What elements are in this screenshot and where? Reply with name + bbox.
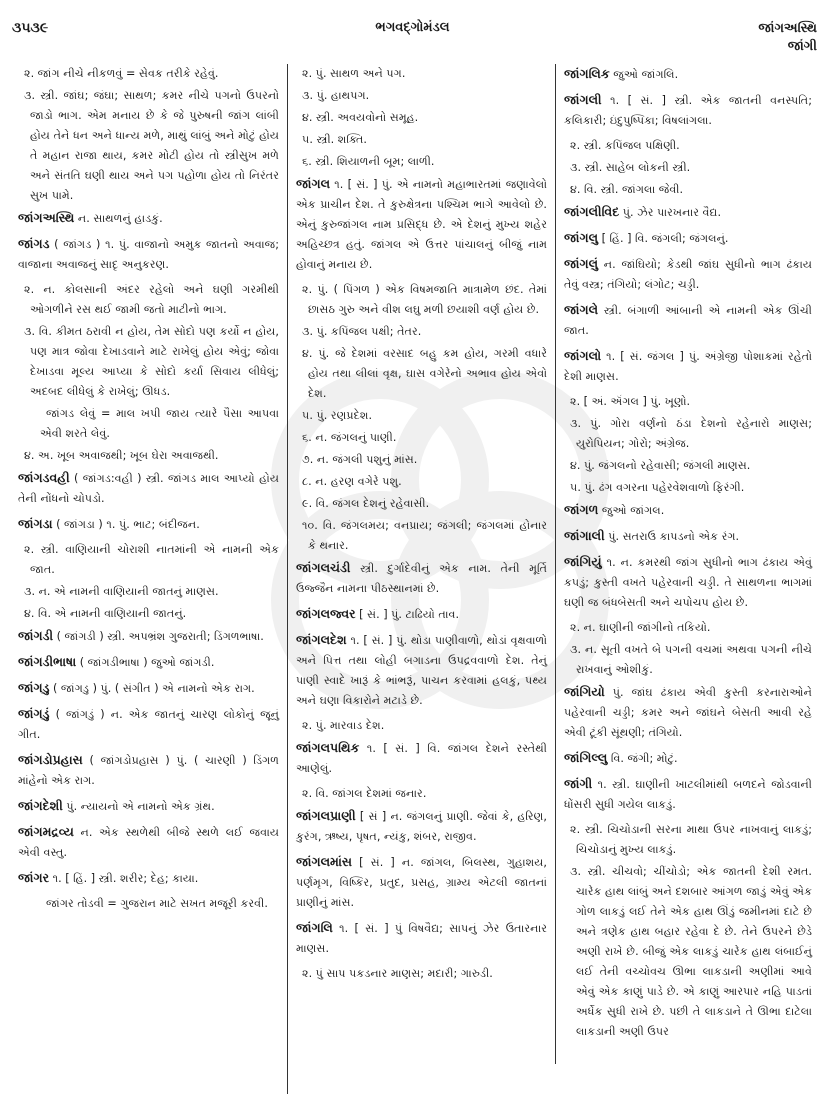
dictionary-entry — [564, 228, 812, 249]
headword: જાંગલદેશ — [296, 632, 347, 647]
definition: ૧. [ સં. ] વિ. જાંગલ દેશને રસ્તેથી આણેલું. — [296, 742, 547, 775]
numbered-sense: ૬. સ્ત્રી. શિયાળની બૂમ; લાળી. — [302, 155, 435, 168]
dictionary-entry — [296, 738, 547, 779]
numbered-sense: ૪. વિ. એ નામની વાણિયાની જાતનું. — [24, 607, 187, 620]
dictionary-entry — [18, 652, 279, 673]
definition: ૧. [ સં. જંગલ ] પું. અંગ્રેજી પોશાકમાં રહેતો દેશી માણસ. — [564, 350, 812, 383]
definition: પું. સતરાઉ કાપડનો એક રંગ. — [604, 530, 740, 543]
definition: ૧. [ સં. ] પું. એ નામનો મહાભારતમાં જણાવેલો એક પ્રાચીન દેશ. તે કુરુક્ષેત્રના પશ્ચિમ ભાગે આવેલો છે. એનું કુરુજાંગલ નામ પ્રસિદ્ધ છે. એ દેશનું મુખ્ય શહેર અહિચ્છત્ર હતું. જાંગલ એ ઉત્તર પાંચાલનું બીજું નામ હોવાનું મનાય છે. — [296, 178, 547, 271]
dictionary-entry — [18, 796, 279, 817]
dictionary-entry — [296, 852, 547, 913]
definition: સ્ત્રી. દુર્ગાદેવીનું એક નામ. તેની મૂર્તિ ઉજ્જૈન નામના પીઠસ્થાનમાં છે. — [296, 562, 547, 595]
definition: પું. ઝેર પારખનાર વૈદ્ય. — [619, 206, 722, 219]
numbered-sense: ૨. વિ. જાંગલ દેશમાં જનાર. — [302, 787, 427, 800]
dictionary-entry — [564, 254, 812, 295]
headword: જાંગડું — [18, 706, 50, 721]
definition: ૧. ન. કમરથી જાંગ સુધીનો ભાગ ઢંકાય એવું કપડું; કુસ્તી વખતે પહેરવાની ચડ્ડી. તે સાથળના ભાગમાં ઘણી જ બંધબેસતી અને ચપોચપ હોય છે. — [564, 556, 812, 609]
dictionary-entry — [18, 208, 279, 229]
definition: [ સં. ] પું. ટાઢિયો તાવ. — [355, 608, 460, 621]
dictionary-entry — [18, 822, 279, 863]
definition: સ્ત્રી. બંગાળી આંબાની એ નામની એક ઊંચી જાત. — [564, 304, 812, 337]
numbered-sense: ૫. સ્ત્રી. શક્તિ. — [302, 133, 367, 146]
definition: ( જાંગડ:વહી ) સ્ત્રી. જાંગડ માલ આપ્યો હોય તેની નોંધનો ચોપડો. — [18, 472, 279, 505]
headword: જાંગલું — [564, 256, 599, 271]
numbered-sense: ૩. વિ. કીમત ઠરાવી ન હોય, તેમ સોદો પણ કર્યો ન હોય, પણ માત્ર જોવા દેખાડવાને માટે રાખેલું હોય એવું; જોવા દેખાડવા મૂલ્ય આપ્યા કે સોદો કર્યા સિવાય લીધેલું; અદબદ લીધેલું કે રાખેલું; ઊધડ. — [24, 325, 279, 398]
headword: જાંગડવહી — [18, 470, 70, 485]
dictionary-entry — [564, 346, 812, 387]
dictionary-entry — [296, 918, 547, 959]
dictionary-entry — [564, 64, 812, 85]
dictionary-entry — [296, 604, 547, 625]
definition: ન. એક સ્થળેથી બીજે સ્થળે લઈ જવાય એવી વસ્તુ. — [18, 826, 279, 859]
definition: ૧. [ સં. ] પું વિષવૈદ્ય; સાપનું ઝેર ઉતારનાર માણસ. — [296, 922, 547, 955]
numbered-sense: ૭. ન. જંગલી પશુનું માંસ. — [302, 453, 418, 466]
numbered-sense: ૨. પું. ( પિંગળ ) એક વિષમજાતિ માત્રામેળ છંદ. તેમાં છાસઠ ગુરુ અને વીશ લઘુ મળી છયાશી વર્ણ હોય છે. — [302, 283, 547, 316]
headword: જાંગાલી — [564, 528, 605, 543]
numbered-sense: ૩. સ્ત્રી. સાહેબ લોકની સ્ત્રી. — [570, 161, 691, 174]
numbered-sense: ૧૦. વિ. જંગલમય; વનપ્રાય; જંગલી; જંગલમાં હોનાર કે થનાર. — [302, 519, 547, 552]
headword: જાંગલજ્વર — [296, 606, 356, 621]
headword: જાંગડી — [18, 628, 54, 643]
definition: ( જાંગડ ) ૧. પું. વાજાનો અમુક જાતનો અવાજ; વાજાના અવાજનું સાદૃ અનુકરણ. — [18, 238, 279, 271]
numbered-sense: ૪. પું. જે દેશમાં વરસાદ બહુ કમ હોય, ગરમી વધારે હોય તથા લીલાં વૃક્ષ, ઘાસ વગેરેનો અભાવ હોય એવો દેશ. — [302, 347, 547, 400]
numbered-sense: ૫. પું. રણપ્રદેશ. — [302, 409, 373, 422]
numbered-sense: ૩. પું. કપિંજલ પક્ષી; તેતર. — [302, 325, 422, 338]
dictionary-entry — [18, 514, 279, 535]
definition: ૧. [ સં. ] પું. થોડા પાણીવાળો, થોડાં વૃક્ષવાળો અને પિત્ત તથા લોહી બગાડના ઉપદ્રવવાળો દેશ. તેનું પાણી સ્વાદે ખારૂં કે ભાંભરૂં, પાચન કરવામાં હલકું, પથ્ય અને ઘણા વિકારોને મટાડે છે. — [296, 634, 547, 707]
numbered-sense: ૯. વિ. જંગલ દેશનું રહેવાસી. — [302, 497, 430, 510]
numbered-sense: ૪. વિ. સ્ત્રી. જાંગલા જેવી. — [570, 183, 684, 196]
dictionary-columns — [8, 64, 820, 1104]
headword: જાંગલીવિદ — [564, 204, 620, 219]
dictionary-entry — [18, 750, 279, 791]
dictionary-entry — [564, 202, 812, 223]
guide-word-last: જાંગી — [787, 39, 817, 54]
dictionary-entry — [564, 552, 812, 613]
dictionary-entry — [296, 630, 547, 711]
numbered-sense: ૪. અ. ખૂબ અવાજથી; ખૂબ ઘેરા અવાજથી. — [24, 449, 219, 462]
numbered-sense: ૪. પું. જંગલનો રહેવાસી; જંગલી માણસ. — [570, 459, 751, 472]
guide-words — [758, 20, 817, 56]
headword: જાંગઅસ્થિ — [18, 210, 75, 225]
dictionary-entry — [296, 558, 547, 599]
headword: જાંગડુ — [18, 680, 50, 695]
definition: ( જાંગડીભાષા ) જુઓ જાંગડી. — [76, 656, 215, 669]
dictionary-entry — [564, 748, 812, 769]
definition: પું. જાંઘ ઢંકાય એવી કુસ્તી કરનારાઓને પહેરવાની ચડ્ડી; કમર અને જાંઘને બેસતી આવી રહે એવી ટૂંકી સૂંથણી; તંગિયો. — [564, 686, 812, 739]
definition: ન. સાથળનું હાડકું. — [74, 212, 163, 225]
dictionary-entry — [296, 806, 547, 847]
headword: જાંગર — [18, 870, 50, 885]
headword: જાંગડા — [18, 516, 53, 531]
numbered-sense: ૨. સ્ત્રી. ચિચોડાની સરના માથા ઉપર નાખવાનું લાકડું; ચિચોડાનું મુખ્ય લાકડું. — [570, 823, 812, 856]
headword: જાંગિયું — [564, 554, 602, 569]
numbered-sense: ૨. ન. ઘાણીની જાંગીનો તકિયો. — [570, 621, 711, 634]
numbered-sense: ૨. પું. મારવાડ દેશ. — [302, 719, 385, 732]
headword: જાંગળ — [564, 502, 599, 517]
dictionary-entry — [564, 300, 812, 341]
definition: ( જાંગડુ ) પું. ( સંગીત ) એ નામનો એક રાગ. — [49, 682, 255, 695]
numbered-sense: ૩. ન. એ નામની વાણિયાની જાતનું માણસ. — [24, 585, 219, 598]
headword: જાંગલ — [296, 176, 331, 191]
headword: જાંગલિક — [564, 66, 610, 81]
definition: ૧. [ સં. ] સ્ત્રી. એક જાતની વનસ્પતિ; કલિકારી; ઇંદુપુષ્પિકા; વિષલાંગલા. — [564, 94, 812, 127]
page-header — [0, 0, 825, 62]
page-number: ૩૫૩૯ — [12, 20, 49, 36]
numbered-sense: ૨. ન. કોલસાની અંદર રહેલો અને ઘણી ગરમીથી ઓગળીને રસ થઈ જામી જતો માટીનો ભાગ. — [24, 283, 279, 316]
definition: ન. જાંઘિયો; કેડથી જાંઘ સુધીનો ભાગ ઢંકાય તેવું વસ્ત્ર; તંગિયો; લંગોટ; ચડ્ડી. — [564, 258, 812, 291]
headword: જાંગલિ — [296, 920, 333, 935]
headword: જાંગિલ્લુ — [564, 750, 608, 765]
numbered-sense: ૨. સ્ત્રી. વાણિયાની ચોરાશી નાતમાંની એ નામની એક જાત. — [24, 543, 279, 576]
dictionary-entry — [18, 868, 279, 889]
dictionary-entry — [564, 90, 812, 131]
headword: જાંગલમાંસ — [296, 854, 353, 869]
headword: જાંગલચંડી — [296, 560, 351, 575]
headword: જાંગી — [564, 776, 593, 791]
numbered-sense: ૨. જાંગ નીચે નીકળવું = સેવક તરીકે રહેવું. — [24, 67, 219, 80]
definition: ( જાંગડી ) સ્ત્રી. અપભ્રંશ ગુજરાતી; ડિંગળભાષા. — [53, 630, 264, 643]
numbered-sense: ૬. ન. જંગલનું પાણી. — [302, 431, 397, 444]
headword: જાંગદેશી — [18, 798, 63, 813]
dictionary-entry — [564, 774, 812, 815]
numbered-sense: ૩. સ્ત્રી. ચીચવો; ચીંચોડો; એક જાતની દેશી રમત. ચારેક હાથ લાંબું અને દશબાર આંગળ જાડું એવું એક ગોળ લાકડું લઈ તેને એક હાથ ઊંડું જમીનમાં દાટે છે અને ત્રણેક હાથ બહાર રહેવા દે છે. તેને ઉપરને છેડે અણી રાખે છે. બીજું એક લાકડું ચારેક હાથ લંબાઈનું લઈ તેની વચ્ચોવચ ઊભા લાકડાની અણીમાં આવે એવું એક કાણું પાડે છે. એ કાણું આરપાર નહિ પાડતાં અર્ધેક સુધી રાખે છે. પછી તે લાકડાને તે ઊભા દાટેલા લાકડાની અણી ઉપર — [570, 865, 812, 1038]
numbered-sense: ૩. પું. હાથપગ. — [302, 89, 370, 102]
column-1 — [8, 64, 288, 1094]
idiom-usage: જાંગર તોડવી = ગુજરાન માટે સખત મજૂરી કરવી. — [46, 897, 268, 910]
numbered-sense: ૨. પું સાપ પકડનાર માણસ; મદારી; ગારુડી. — [302, 967, 493, 980]
dictionary-entry — [18, 704, 279, 745]
numbered-sense: ૨. [ અં. ઍંગલ ] પું. ખૂણો. — [570, 395, 691, 408]
headword: જાંગડીભાષા — [18, 654, 77, 669]
definition: [ સં. ] ન. જાંગલ, બિલસ્થ, ગુહાશય, પર્ણમૃગ, વિષ્કિર, પ્રતુદ, પ્રસહ, ગ્રામ્ય એટલી જાતનાં પ્રાણીનું માંસ. — [296, 856, 547, 909]
dictionary-entry — [564, 500, 812, 521]
book-title: ભગવદ્ગોમંડલ — [375, 20, 450, 35]
dictionary-entry — [296, 174, 547, 275]
definition: પું. ન્યાયનો એ નામનો એક ગ્રંથ. — [62, 800, 215, 813]
definition: ૧. સ્ત્રી. ઘાણીની ખાટલીમાંથી બળદને જોડવાની ધોંસરી સુધી ગયેલ લાકડું. — [564, 778, 812, 811]
column-3 — [556, 64, 820, 1104]
numbered-sense: ૫. પું. ઢંગ વગરના પહેરવેશવાળો ફિરંગી. — [570, 481, 745, 494]
headword: જાંગલપથિક — [296, 740, 360, 755]
numbered-sense: ૨. સ્ત્રી. કપિંજલ પક્ષિણી. — [570, 139, 680, 152]
definition: જુઓ જાંગલ. — [598, 504, 665, 517]
numbered-sense: ૨. પું. સાથળ અને પગ. — [302, 67, 406, 80]
numbered-sense: ૮. ન. હરણ વગેરે પશુ. — [302, 475, 402, 488]
definition: ( જાંગડોપ્રહાસ ) પું. ( ચારણી ) ડિંગળ માંહેનો એક રાગ. — [18, 754, 279, 787]
definition: ( જાંગડા ) ૧. પું. ભાટ; બંદીજન. — [52, 518, 200, 531]
definition: ૧. [ હિં. ] સ્ત્રી. શરીર; દેહ; કાયા. — [49, 872, 199, 885]
headword: જાંગિયો — [564, 684, 605, 699]
numbered-sense: ૪. સ્ત્રી. અવયવોનો સમૂહ. — [302, 111, 419, 124]
dictionary-entry — [18, 468, 279, 509]
numbered-sense: ૩. સ્ત્રી. જાંઘ; જંઘા; સાથળ; કમર નીચે પગનો ઉપરનો જાડો ભાગ. એમ મનાય છે કે જે પુરુષની જાંગ લાંબી હોય તેને ધન અને ધાન્ય મળે, માથું લાંબું અને મોટું હોય તે મહાન રાજા થાય, કમર મોટી હોય તો સ્ત્રીસુખ મળે અને સંતતિ ઘણી થાય અને પગ પહોળા હોય તો નિરંતર સુખ પામે. — [24, 89, 279, 202]
dictionary-entry — [18, 626, 279, 647]
dictionary-entry — [18, 678, 279, 699]
numbered-sense: ૩. ન. સૂતી વખતે બે પગની વચમાં અથવા પગની નીચે રાખવાનું ઓશીકું. — [570, 643, 812, 676]
headword: જાંગલે — [564, 302, 599, 317]
dictionary-entry — [18, 234, 279, 275]
idiom-usage: જાંગડ લેવું = માલ ખપી જાય ત્યારે પૈસા આપવા એવી શરતે લેવું. — [40, 407, 279, 440]
dictionary-entry — [564, 526, 812, 547]
guide-word-first: જાંગઅસ્થિ — [758, 21, 817, 36]
definition: જુઓ જાંગલિ. — [609, 68, 679, 81]
headword: જાંગડ — [18, 236, 50, 251]
headword: જાંગલુ — [564, 230, 599, 245]
headword: જાંગલપ્રાણી — [296, 808, 356, 823]
headword: જાંગમદ્રવ્ય — [18, 824, 74, 839]
column-2 — [288, 64, 556, 1064]
headword: જાંગડોપ્રહાસ — [18, 752, 83, 767]
definition: [ હિં. ] વિ. જંગલી; જંગલનું. — [598, 232, 729, 245]
definition: ( જાંગડું ) ન. એક જાતનું ચારણ લોકોનું જૂનું ગીત. — [18, 708, 279, 741]
headword: જાંગલી — [564, 92, 602, 107]
definition: વિ. જંગી; મોટું. — [607, 752, 678, 765]
definition: [ સં ] ન. જંગલનું પ્રાણી. જેવાં કે, હરિણ, કુરંગ, ઋષ્ય, પૃષત, ન્યંકુ, શંબર, રાજીવ. — [296, 810, 547, 843]
numbered-sense: ૩. પું. ગોરા વર્ણનો ઠંડા દેશનો રહેનારો માણસ; યુરોપિયન; ગોરો; અંગ્રેજ. — [570, 417, 812, 450]
headword: જાંગલો — [564, 348, 602, 363]
dictionary-entry — [564, 682, 812, 743]
